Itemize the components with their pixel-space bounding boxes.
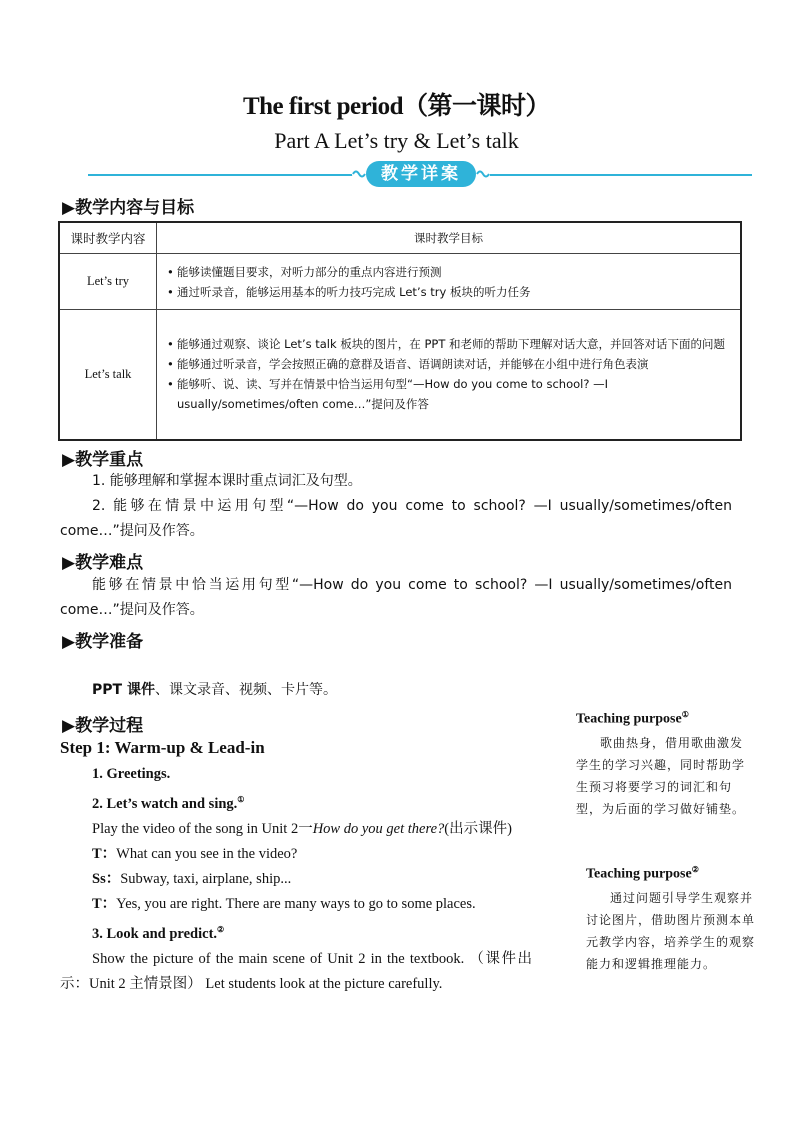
wave-left-icon [352, 167, 366, 181]
prep-rest: 、课文录音、视频、卡片等。 [154, 682, 337, 698]
section-banner [352, 161, 490, 187]
step-item-text: 2. Let’s watch and sing. [92, 795, 238, 812]
step-heading: Step 1: Warm-up & Lead-in [60, 738, 265, 757]
row-label: Let’s try [59, 254, 157, 310]
show-instruction: Show the picture of the main scene of Unit 2 in the textbook. （课件出示：Unit 2 主情景图） Let students look at the picture carefully. [60, 950, 532, 992]
goal-item: • 能够通过观察、谈论 Let’s talk 板块的图片，在 PPT 和老师的帮助下理解对话大意，并回答对话下面的问题 [167, 334, 732, 354]
table-header-goals: 课时教学目标 [157, 222, 742, 254]
page-title: The first period（第一课时） [242, 93, 551, 120]
dialog-text: Yes, you are right. There are many ways to go to some places. [116, 895, 476, 912]
table-header-content: 课时教学内容 [59, 222, 157, 254]
note-marker: ① [237, 795, 245, 804]
note-marker: ② [217, 924, 225, 934]
section-process-heading: ▶教学过程 [62, 716, 144, 736]
table-row [59, 310, 741, 440]
section-content-heading: ▶教学内容与目标 [62, 198, 195, 218]
side-note-heading [586, 865, 758, 883]
side-note-title: Teaching purpose [586, 866, 692, 882]
step-item [60, 917, 532, 947]
goal-item: • 通过听录音，能够运用基本的听力技巧完成 Let’s try 板块的听力任务 [167, 282, 732, 302]
goal-item: • 能够读懂题目要求，对听力部分的重点内容进行预测 [167, 262, 732, 282]
prep-text [92, 678, 764, 703]
play-note: (出示课件) [444, 820, 512, 837]
side-note [586, 865, 758, 975]
play-instruction [60, 817, 532, 842]
dialog-speaker: T： [92, 845, 117, 862]
note-marker: ① [681, 710, 689, 719]
dialog-line [60, 867, 532, 892]
play-text: Play the video of the song in Unit 2一 [92, 820, 313, 837]
wave-right-icon [476, 167, 490, 181]
side-note-title: Teaching purpose [576, 711, 682, 727]
dialog-speaker: T： [92, 895, 117, 912]
step-item-text: 3. Look and predict. [92, 925, 218, 942]
step1-body [60, 762, 532, 997]
prep-bold: PPT 课件 [92, 682, 155, 698]
step-item: 1. Greetings. [92, 766, 171, 782]
row-goals [157, 254, 742, 310]
table-row [59, 254, 741, 310]
difficult-point: 能够在情景中恰当运用句型“—How do you come to school? —I usually/sometimes/often come…”提问及作答。 [60, 577, 732, 618]
side-note-text: 歌曲热身，借用歌曲激发学生的学习兴趣，同时帮助学生预习将要学习的词汇和句型，为后面的学习做好铺垫。 [576, 735, 746, 816]
table-header-row [59, 222, 741, 254]
dialog-text: Subway, taxi, airplane, ship... [120, 870, 292, 887]
section-key-heading: ▶教学重点 [62, 450, 144, 470]
dialog-line [60, 842, 532, 867]
row-label: Let’s talk [59, 310, 157, 440]
section-prep-heading: ▶教学准备 [62, 632, 144, 652]
key-point-item: 2. 能够在情景中运用句型“—How do you come to school? —I usually/sometimes/often come…”提问及作答。 [60, 498, 732, 539]
section-difficult-heading: ▶教学难点 [62, 553, 144, 573]
page-subtitle: Part A Let’s try & Let’s talk [274, 128, 519, 153]
play-song-title: How do you get there? [312, 820, 445, 837]
step-item [60, 787, 532, 817]
goal-item: • 能够通过听录音，学会按照正确的意群及语音、语调朗读对话，并能够在小组中进行角色表演 [167, 354, 732, 374]
key-points [60, 469, 732, 544]
key-point-item: 1. 能够理解和掌握本课时重点词汇及句型。 [92, 473, 362, 489]
dialog-line [60, 892, 532, 917]
banner-label: 教学详案 [366, 161, 476, 187]
side-note-text: 通过问题引导学生观察并讨论图片，借助图片预测本单元教学内容，培养学生的观察能力和逻辑推理能力。 [586, 890, 756, 971]
goal-item: • 能够听、说、读、写并在情景中恰当运用句型“—How do you come to school? —I usually/sometimes/often come…”提问及作答 [167, 374, 732, 414]
dialog-speaker: Ss： [92, 870, 121, 887]
dialog-text: What can you see in the video? [116, 845, 298, 862]
row-goals [157, 310, 742, 440]
objectives-table [58, 221, 742, 441]
note-marker: ② [691, 865, 699, 874]
side-note [576, 710, 748, 820]
side-note-heading [576, 710, 748, 728]
